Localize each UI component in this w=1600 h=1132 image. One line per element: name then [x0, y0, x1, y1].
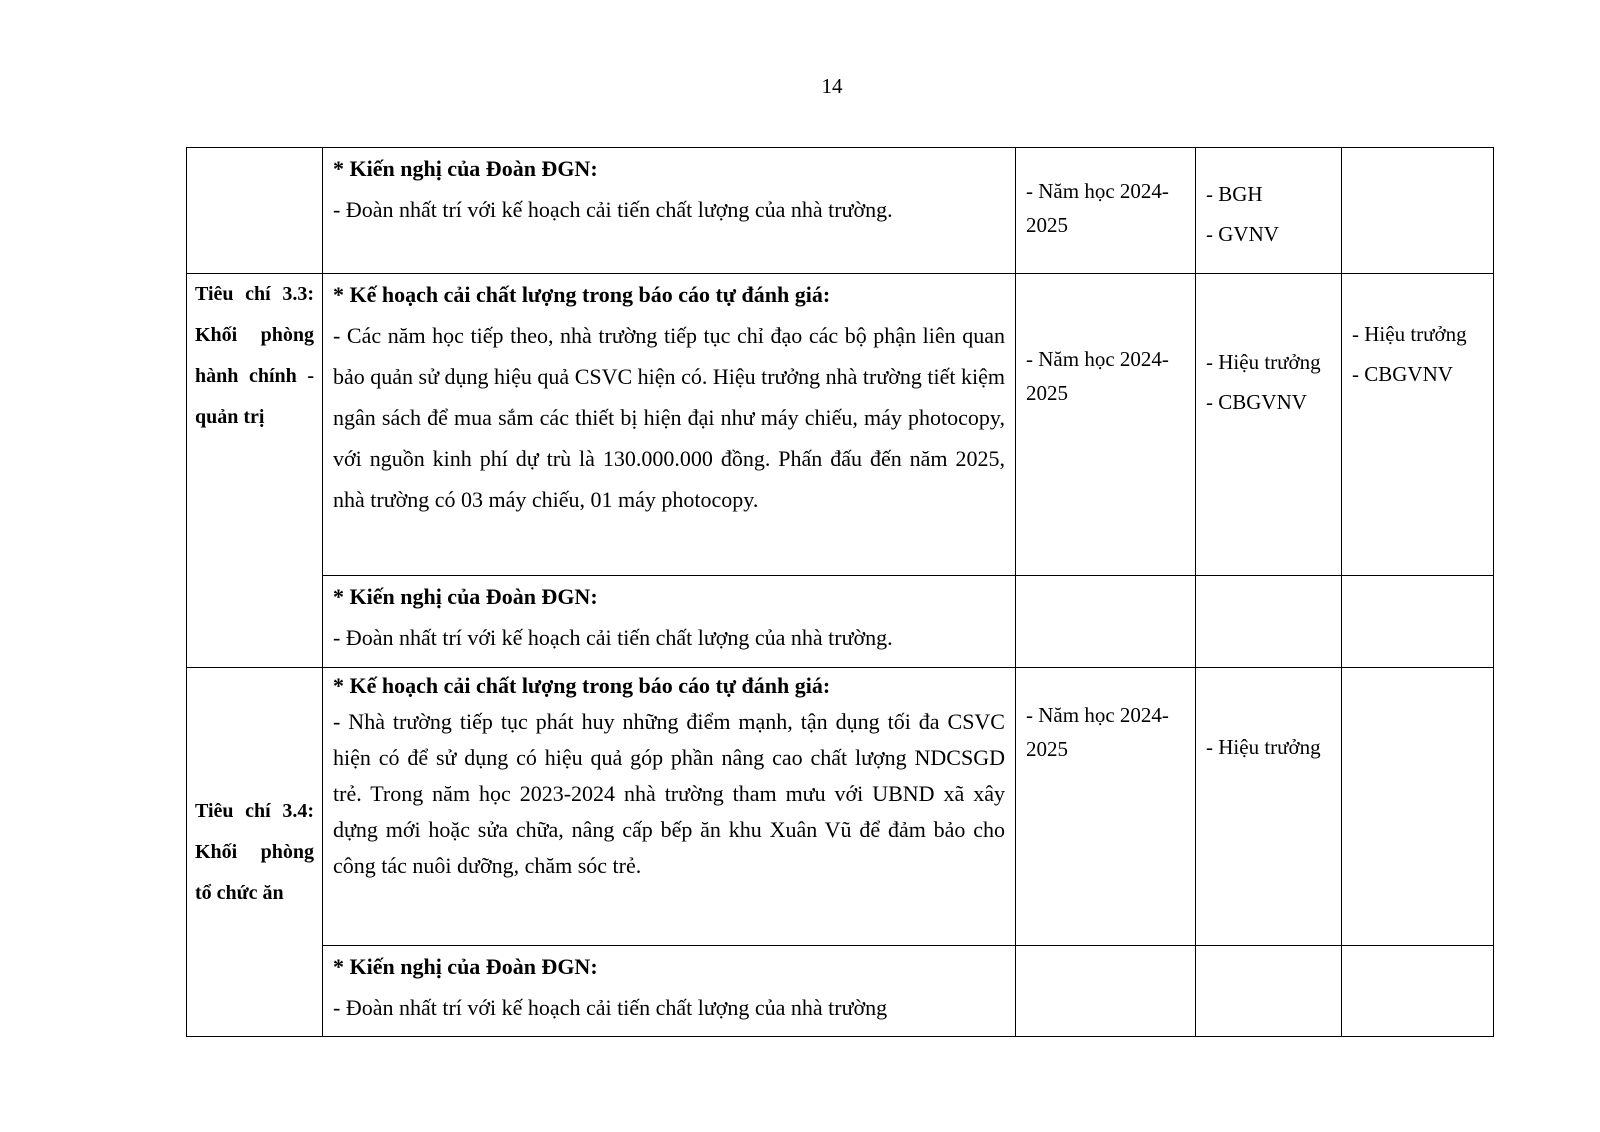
extra-cell: [1342, 668, 1494, 946]
page-number: 14: [821, 74, 843, 98]
responsible-line: - CBGVNV: [1206, 390, 1307, 414]
timeline-line: 2025: [1026, 737, 1068, 761]
timeline-line: - Năm học 2024-: [1026, 179, 1169, 203]
recommendation-cell: [323, 576, 1016, 668]
extra-cell: [1342, 274, 1494, 576]
table-row: [187, 576, 1494, 668]
timeline-cell: [1016, 576, 1196, 668]
improvement-plan-table: [186, 147, 1494, 1037]
plan-heading: * Kế hoạch cải chất lượng trong báo cáo tự đánh giá:: [333, 673, 831, 698]
criterion-3-3: Tiêu chí 3.3: Khối phòng hành chính - quản trị: [187, 274, 323, 668]
table-row: [187, 274, 1494, 576]
timeline-cell: [1016, 148, 1196, 274]
extra-cell: [1342, 576, 1494, 668]
table-row: [187, 946, 1494, 1037]
extra-line: - Hiệu trưởng: [1352, 322, 1467, 346]
plan-text: - Các năm học tiếp theo, nhà trường tiếp tục chỉ đạo các bộ phận liên quan bảo quản sử dụng hiệu quả CSVC hiện có. Hiệu trưởng nhà trường tiết kiệm ngân sách để mua sắm các thiết bị hiện đại như máy chiếu, máy photocopy, với nguồn kinh phí dự trù là 130.000.000 đồng. Phấn đấu đến năm 2025, nhà trường có 03 máy chiếu, 01 máy photocopy.: [333, 323, 1005, 512]
recommendation-text: - Đoàn nhất trí với kế hoạch cải tiến chất lượng của nhà trường.: [333, 625, 893, 650]
responsible-line: - GVNV: [1206, 222, 1279, 246]
table-row: [187, 668, 1494, 946]
responsible-cell: [1196, 946, 1342, 1037]
recommendation-text: - Đoàn nhất trí với kế hoạch cải tiến chất lượng của nhà trường: [333, 995, 888, 1020]
responsible-cell: [1196, 668, 1342, 946]
plan-cell: [323, 274, 1016, 576]
recommendation-heading: * Kiến nghị của Đoàn ĐGN:: [333, 954, 598, 979]
responsible-cell: [1196, 148, 1342, 274]
timeline-line: - Năm học 2024-: [1026, 703, 1169, 727]
extra-cell: [1342, 946, 1494, 1037]
plan-cell: [323, 668, 1016, 946]
recommendation-cell: [323, 946, 1016, 1037]
timeline-line: - Năm học 2024-: [1026, 347, 1169, 371]
table-row: [187, 148, 1494, 274]
criterion-3-4: Tiêu chí 3.4: Khối phòng tổ chức ăn: [187, 668, 323, 1037]
recommendation-text: - Đoàn nhất trí với kế hoạch cải tiến chất lượng của nhà trường.: [333, 197, 893, 222]
timeline-cell: [1016, 668, 1196, 946]
plan-text: - Nhà trường tiếp tục phát huy những điểm mạnh, tận dụng tối đa CSVC hiện có để sử dụng có hiệu quả góp phần nâng cao chất lượng NDCSGD trẻ. Trong năm học 2023-2024 nhà trường tham mưu với UBND xã xây dựng mới hoặc sửa chữa, nâng cấp bếp ăn khu Xuân Vũ để đảm bảo cho công tác nuôi dưỡng, chăm sóc trẻ.: [333, 709, 1005, 878]
timeline-line: 2025: [1026, 381, 1068, 405]
responsible-line: - Hiệu trưởng: [1206, 350, 1321, 374]
criterion-cell-empty: [187, 148, 323, 274]
timeline-cell: [1016, 274, 1196, 576]
responsible-line: - Hiệu trưởng: [1206, 735, 1321, 759]
recommendation-cell: [323, 148, 1016, 274]
responsible-cell: [1196, 576, 1342, 668]
recommendation-heading: * Kiến nghị của Đoàn ĐGN:: [333, 156, 598, 181]
recommendation-heading: * Kiến nghị của Đoàn ĐGN:: [333, 584, 598, 609]
timeline-line: 2025: [1026, 213, 1068, 237]
timeline-cell: [1016, 946, 1196, 1037]
responsible-cell: [1196, 274, 1342, 576]
plan-heading: * Kế hoạch cải chất lượng trong báo cáo tự đánh giá:: [333, 282, 831, 307]
responsible-line: - BGH: [1206, 182, 1263, 206]
extra-cell: [1342, 148, 1494, 274]
extra-line: - CBGVNV: [1352, 362, 1453, 386]
